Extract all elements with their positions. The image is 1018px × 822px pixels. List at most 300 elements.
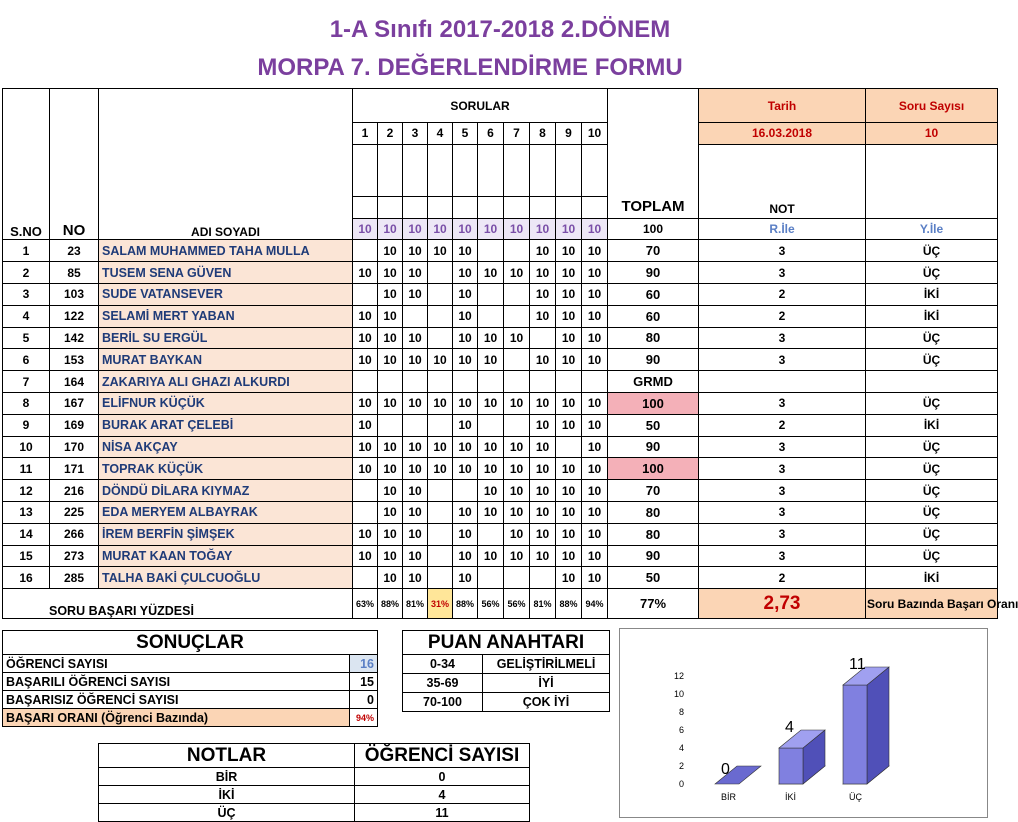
question-percent: 88% [453, 589, 478, 619]
total-cell: 100 [608, 392, 699, 414]
score-cell: 10 [556, 567, 582, 589]
table-row [3, 436, 998, 458]
r-ile-cell: 2 [699, 283, 866, 305]
ogrenci-sayisi-title: ÖĞRENCİ SAYISI [355, 744, 530, 768]
score-cell [504, 240, 530, 262]
sonuclar-label: BAŞARI ORANI (Öğrenci Bazında) [3, 709, 350, 727]
toplam-header: TOPLAM [608, 196, 699, 218]
score-cell [428, 523, 453, 545]
sonuclar-table [2, 630, 378, 727]
puan-range: 70-100 [403, 693, 483, 712]
score-cell [478, 371, 504, 393]
score-cell: 10 [353, 349, 378, 371]
question-points: 10 [453, 218, 478, 240]
question-number: 10 [582, 123, 608, 145]
sonuclar-label: ÖĞRENCİ SAYISI [3, 655, 350, 673]
puan-anahtari-table [402, 630, 610, 712]
score-cell: 10 [582, 392, 608, 414]
score-cell: 10 [428, 436, 453, 458]
total-cell: 90 [608, 262, 699, 284]
page-title: 1-A Sınıfı 2017-2018 2.DÖNEM [329, 16, 671, 43]
score-cell [428, 371, 453, 393]
blank-cell [582, 144, 608, 196]
sno-cell: 8 [3, 392, 50, 414]
table-row [3, 371, 998, 393]
r-ile-cell: 3 [699, 240, 866, 262]
sno-header: S.NO [3, 218, 50, 240]
sonuclar-row [3, 673, 378, 691]
y-tick-label: 4 [678, 743, 684, 753]
score-cell: 10 [378, 392, 403, 414]
sno-cell: 12 [3, 480, 50, 502]
table-row [3, 480, 998, 502]
score-cell: 10 [556, 262, 582, 284]
score-cell [353, 501, 378, 523]
score-cell: 10 [530, 458, 556, 480]
table-row [3, 240, 998, 262]
score-cell: 10 [478, 262, 504, 284]
sno-cell: 15 [3, 545, 50, 567]
r-ile-cell: 3 [699, 436, 866, 458]
question-number: 8 [530, 123, 556, 145]
score-cell: 10 [556, 480, 582, 502]
score-cell: 10 [453, 567, 478, 589]
sonuclar-value: 0 [350, 691, 378, 709]
sno-cell: 2 [3, 262, 50, 284]
y-ile-cell: İKİ [866, 283, 998, 305]
score-cell [353, 371, 378, 393]
score-cell [504, 567, 530, 589]
score-cell: 10 [556, 240, 582, 262]
score-cell [504, 414, 530, 436]
score-cell: 10 [556, 458, 582, 480]
y-tick-label: 10 [673, 689, 684, 699]
score-cell: 10 [353, 305, 378, 327]
score-cell: 10 [556, 523, 582, 545]
score-cell: 10 [530, 349, 556, 371]
question-points: 10 [353, 218, 378, 240]
score-cell: 10 [582, 305, 608, 327]
score-cell: 10 [453, 240, 478, 262]
score-cell: 10 [453, 458, 478, 480]
score-cell [353, 283, 378, 305]
score-cell: 10 [453, 414, 478, 436]
student-name: ZAKARIYA ALI GHAZI ALKURDI [99, 371, 353, 393]
score-cell: 10 [378, 436, 403, 458]
y-tick-label: 6 [678, 725, 684, 735]
evaluation-table [2, 88, 1018, 619]
total-cell: 80 [608, 327, 699, 349]
category-label: BİR [721, 792, 737, 802]
y-ile-cell: ÜÇ [866, 349, 998, 371]
no-header: NO [50, 218, 99, 240]
soru-sayisi-label: Soru Sayısı [866, 89, 998, 123]
question-points: 10 [504, 218, 530, 240]
score-cell: 10 [453, 523, 478, 545]
y-ile-cell: ÜÇ [866, 523, 998, 545]
tarih-value: 16.03.2018 [699, 123, 866, 145]
blank-cell [378, 144, 403, 196]
student-name: EDA MERYEM ALBAYRAK [99, 501, 353, 523]
no-cell: 170 [50, 436, 99, 458]
no-cell: 216 [50, 480, 99, 502]
score-cell: 10 [556, 414, 582, 436]
blank-cell [453, 144, 478, 196]
score-cell: 10 [478, 458, 504, 480]
table-row [3, 283, 998, 305]
sonuclar-label: BAŞARISIZ ÖĞRENCİ SAYISI [3, 691, 350, 709]
score-cell: 10 [378, 567, 403, 589]
question-percent: 31% [428, 589, 453, 619]
score-cell: 10 [378, 305, 403, 327]
question-number: 7 [504, 123, 530, 145]
average-grade: 2,73 [699, 589, 866, 619]
total-percent: 77% [608, 589, 699, 619]
total-cell: GRMD [608, 371, 699, 393]
blank-cell [530, 196, 556, 218]
blank-cell [582, 196, 608, 218]
score-cell: 10 [403, 458, 428, 480]
score-cell: 10 [556, 349, 582, 371]
score-cell [378, 371, 403, 393]
question-number: 6 [478, 123, 504, 145]
blank-cell [428, 144, 453, 196]
notlar-row [99, 768, 530, 786]
student-name: DÖNDÜ DİLARA KIYMAZ [99, 480, 353, 502]
score-cell: 10 [378, 240, 403, 262]
question-number: 4 [428, 123, 453, 145]
no-cell: 142 [50, 327, 99, 349]
r-ile-cell: 3 [699, 458, 866, 480]
sorular-header: SORULAR [353, 89, 608, 123]
toplam-value: 100 [608, 218, 699, 240]
sno-cell: 4 [3, 305, 50, 327]
score-cell: 10 [504, 327, 530, 349]
score-cell: 10 [403, 501, 428, 523]
total-cell: 80 [608, 523, 699, 545]
score-cell [504, 349, 530, 371]
table-row [3, 262, 998, 284]
table-row [3, 327, 998, 349]
score-cell: 10 [478, 349, 504, 371]
score-cell [403, 414, 428, 436]
score-cell: 10 [530, 240, 556, 262]
score-cell: 10 [403, 436, 428, 458]
no-cell: 23 [50, 240, 99, 262]
student-name: MURAT KAAN TOĞAY [99, 545, 353, 567]
score-cell [353, 567, 378, 589]
sno-header-top [3, 89, 50, 219]
r-ile-cell: 3 [699, 523, 866, 545]
r-ile-cell: 3 [699, 392, 866, 414]
score-cell: 10 [530, 392, 556, 414]
question-percent: 94% [582, 589, 608, 619]
question-percent: 88% [556, 589, 582, 619]
student-name: SALAM MUHAMMED TAHA MULLA [99, 240, 353, 262]
bar [843, 685, 867, 784]
score-cell: 10 [353, 458, 378, 480]
total-cell: 50 [608, 567, 699, 589]
category-label: ÜÇ [849, 792, 862, 802]
score-cell [428, 414, 453, 436]
score-cell [403, 305, 428, 327]
score-cell: 10 [530, 545, 556, 567]
blank-cell [378, 196, 403, 218]
y-ile-cell: ÜÇ [866, 480, 998, 502]
category-label: İKİ [785, 792, 797, 802]
score-cell: 10 [453, 436, 478, 458]
no-cell: 225 [50, 501, 99, 523]
y-tick-label: 2 [678, 761, 684, 771]
y-ile-cell: ÜÇ [866, 262, 998, 284]
score-cell: 10 [453, 305, 478, 327]
sno-cell: 6 [3, 349, 50, 371]
score-cell: 10 [428, 240, 453, 262]
blank-cell [866, 144, 998, 218]
score-cell: 10 [530, 262, 556, 284]
sonuclar-value: 94% [350, 709, 378, 727]
student-name: NİSA AKÇAY [99, 436, 353, 458]
sonuclar-row [3, 709, 378, 727]
score-cell: 10 [353, 392, 378, 414]
question-points: 10 [556, 218, 582, 240]
score-cell [556, 436, 582, 458]
r-ile-cell: 2 [699, 305, 866, 327]
score-cell: 10 [453, 392, 478, 414]
student-name: TALHA BAKİ ÇULCUOĞLU [99, 567, 353, 589]
score-cell [556, 371, 582, 393]
puan-anahtari-title: PUAN ANAHTARI [403, 631, 610, 655]
table-row [3, 392, 998, 414]
question-number: 1 [353, 123, 378, 145]
bar-side [867, 667, 889, 784]
r-ile-cell: 3 [699, 480, 866, 502]
score-cell: 10 [530, 501, 556, 523]
sonuclar-label: BAŞARILI ÖĞRENCİ SAYISI [3, 673, 350, 691]
score-cell: 10 [403, 240, 428, 262]
puan-label: GELİŞTİRİLMELİ [483, 655, 610, 674]
puan-range: 35-69 [403, 674, 483, 693]
score-cell: 10 [582, 349, 608, 371]
score-cell: 10 [582, 501, 608, 523]
score-cell [478, 523, 504, 545]
student-name: MURAT BAYKAN [99, 349, 353, 371]
score-cell [582, 371, 608, 393]
score-cell: 10 [453, 327, 478, 349]
score-cell: 10 [403, 480, 428, 502]
y-ile-cell: ÜÇ [866, 501, 998, 523]
question-points: 10 [530, 218, 556, 240]
no-header-top [50, 89, 99, 219]
score-cell: 10 [556, 283, 582, 305]
score-cell: 10 [556, 305, 582, 327]
no-cell: 153 [50, 349, 99, 371]
score-cell: 10 [504, 262, 530, 284]
score-cell: 10 [556, 327, 582, 349]
score-cell: 10 [353, 545, 378, 567]
score-cell [530, 327, 556, 349]
score-cell [428, 327, 453, 349]
no-cell: 167 [50, 392, 99, 414]
score-cell: 10 [403, 327, 428, 349]
header-row [3, 89, 998, 123]
no-cell: 171 [50, 458, 99, 480]
tarih-label: Tarih [699, 89, 866, 123]
score-cell: 10 [403, 283, 428, 305]
r-ile-cell [699, 371, 866, 393]
blank-cell [556, 196, 582, 218]
score-cell [403, 371, 428, 393]
score-cell: 10 [504, 545, 530, 567]
question-number: 5 [453, 123, 478, 145]
score-cell: 10 [428, 392, 453, 414]
score-cell [530, 371, 556, 393]
score-cell [478, 567, 504, 589]
score-cell: 10 [378, 283, 403, 305]
question-number: 3 [403, 123, 428, 145]
question-percent: 56% [478, 589, 504, 619]
score-cell [353, 240, 378, 262]
score-cell: 10 [582, 567, 608, 589]
r-ile-cell: 3 [699, 501, 866, 523]
score-cell [504, 305, 530, 327]
question-number: 9 [556, 123, 582, 145]
score-cell: 10 [403, 545, 428, 567]
sno-cell: 13 [3, 501, 50, 523]
table-row [3, 458, 998, 480]
score-cell: 10 [582, 414, 608, 436]
blank-cell [403, 144, 428, 196]
notlar-table [98, 743, 530, 822]
y-ile-cell: ÜÇ [866, 545, 998, 567]
student-name: SUDE VATANSEVER [99, 283, 353, 305]
score-cell [428, 480, 453, 502]
sno-cell: 1 [3, 240, 50, 262]
y-ile-cell: ÜÇ [866, 392, 998, 414]
score-cell [428, 501, 453, 523]
student-name: BURAK ARAT ÇELEBİ [99, 414, 353, 436]
r-ile-cell: 3 [699, 349, 866, 371]
puan-label: ÇOK İYİ [483, 693, 610, 712]
no-cell: 273 [50, 545, 99, 567]
score-cell: 10 [530, 523, 556, 545]
notlar-grade: BİR [99, 768, 355, 786]
no-cell: 285 [50, 567, 99, 589]
score-cell: 10 [582, 327, 608, 349]
table-row [3, 523, 998, 545]
y-tick-label: 8 [678, 707, 684, 717]
score-cell: 10 [582, 480, 608, 502]
score-cell: 10 [353, 436, 378, 458]
score-cell [478, 414, 504, 436]
student-name: İREM BERFİN ŞİMŞEK [99, 523, 353, 545]
table-row [3, 414, 998, 436]
blank-cell [556, 144, 582, 196]
blank-cell [478, 144, 504, 196]
score-cell: 10 [530, 283, 556, 305]
sno-cell: 10 [3, 436, 50, 458]
total-cell: 90 [608, 436, 699, 458]
total-cell: 80 [608, 501, 699, 523]
sonuclar-row [3, 655, 378, 673]
total-cell: 60 [608, 283, 699, 305]
total-cell: 100 [608, 458, 699, 480]
total-cell: 70 [608, 240, 699, 262]
score-cell: 10 [478, 545, 504, 567]
total-cell: 90 [608, 349, 699, 371]
blank-cell [478, 196, 504, 218]
table-row [3, 305, 998, 327]
notlar-count: 0 [355, 768, 530, 786]
score-cell: 10 [504, 501, 530, 523]
table-row [3, 567, 998, 589]
puan-row [403, 655, 610, 674]
soru-basari-label: SORU BAŞARI YÜZDESİ [3, 589, 353, 619]
score-cell: 10 [504, 458, 530, 480]
score-cell: 10 [582, 458, 608, 480]
student-name: SELAMİ MERT YABAN [99, 305, 353, 327]
table-row [3, 501, 998, 523]
notlar-row [99, 804, 530, 822]
toplam-header-top [608, 89, 699, 197]
blank-cell [453, 196, 478, 218]
total-cell: 70 [608, 480, 699, 502]
score-cell [353, 480, 378, 502]
soru-sayisi-value: 10 [866, 123, 998, 145]
soru-bazinda-label: Soru Bazında Başarı Oranı [866, 589, 998, 619]
score-cell: 10 [582, 283, 608, 305]
score-cell: 10 [378, 458, 403, 480]
data-label: 11 [849, 656, 866, 673]
score-cell: 10 [378, 262, 403, 284]
score-cell: 10 [378, 501, 403, 523]
score-cell [428, 283, 453, 305]
score-cell: 10 [353, 523, 378, 545]
y-ile-cell [866, 371, 998, 393]
data-label: 4 [785, 719, 794, 736]
blank-cell [403, 196, 428, 218]
y-ile-cell: ÜÇ [866, 458, 998, 480]
adi-soyadi-header: ADI SOYADI [99, 218, 353, 240]
puan-row [403, 674, 610, 693]
score-cell: 10 [478, 327, 504, 349]
sno-cell: 3 [3, 283, 50, 305]
y-ile-cell: ÜÇ [866, 436, 998, 458]
score-cell: 10 [504, 480, 530, 502]
grade-chart-svg [620, 629, 987, 817]
score-cell: 10 [556, 501, 582, 523]
score-cell: 10 [556, 392, 582, 414]
notlar-count: 11 [355, 804, 530, 822]
data-label: 0 [721, 761, 730, 778]
r-ile-header: R.İle [699, 218, 866, 240]
score-cell: 10 [582, 545, 608, 567]
score-cell: 10 [453, 501, 478, 523]
sno-cell: 14 [3, 523, 50, 545]
puan-label: İYİ [483, 674, 610, 693]
sno-cell: 11 [3, 458, 50, 480]
score-cell: 10 [353, 327, 378, 349]
score-cell [378, 414, 403, 436]
score-cell: 10 [530, 305, 556, 327]
no-cell: 122 [50, 305, 99, 327]
score-cell: 10 [504, 392, 530, 414]
student-name: BERİL SU ERGÜL [99, 327, 353, 349]
score-cell [428, 545, 453, 567]
table-row [3, 545, 998, 567]
sonuclar-value: 16 [350, 655, 378, 673]
score-cell: 10 [582, 240, 608, 262]
